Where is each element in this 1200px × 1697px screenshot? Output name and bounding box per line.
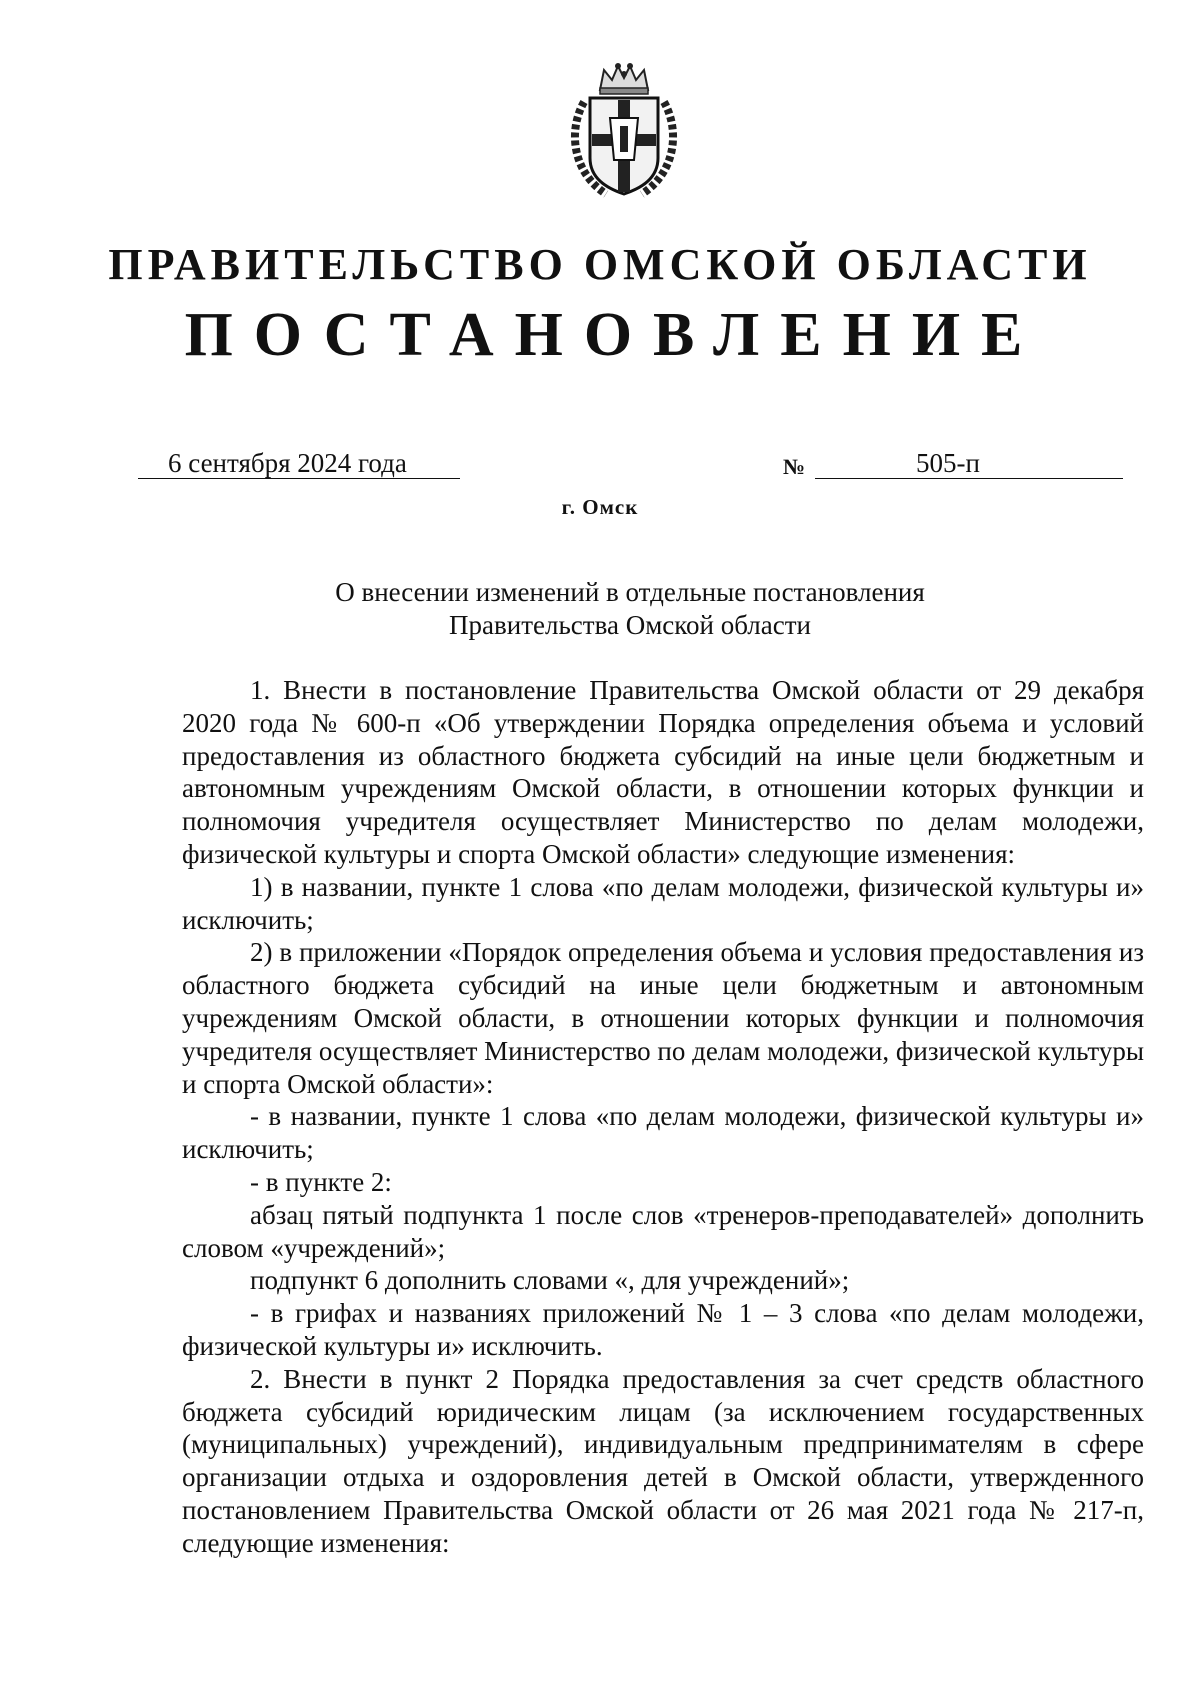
paragraph-1-item-1: 1) в названии, пункте 1 слова «по делам молодежи, физической культуры и» исключить;: [182, 871, 1144, 935]
authority-title: ПРАВИТЕЛЬСТВО ОМСКОЙ ОБЛАСТИ: [108, 240, 1092, 289]
document-body: [182, 674, 1144, 1560]
document-subject: [330, 576, 930, 642]
paragraph-sub-title: - в названии, пункте 1 слова «по делам молодежи, физической культуры и» исключить;: [182, 1101, 1144, 1165]
number-sign: №: [783, 454, 806, 479]
paragraph-1: 1. Внести в постановление Правительства Омской области от 29 декабря 2020 года № 600-п «Об утверждении Порядка определения объема и условий предоставления из областного бюджета субсидий на иные цели бюджетным и автономным учреждениям Омской области, в отношении которых функции и полномочия учредителя осуществляет Министерство по делам молодежи, физической культуры и спорта Омской области» следующие изменения:: [182, 675, 1144, 869]
paragraph-sub-abzac: абзац пятый подпункта 1 после слов «тренеров-преподавателей» дополнить словом «учреждений»;: [182, 1199, 1144, 1263]
city-label: г. Омск: [561, 495, 639, 519]
document-number: 505-п: [916, 448, 980, 478]
omsk-coat-of-arms-icon: [566, 60, 682, 200]
paragraph-sub-podpunkt-6: подпункт 6 дополнить словами «, для учреждений»;: [250, 1265, 850, 1296]
paragraph-sub-point-2: - в пункте 2:: [250, 1166, 392, 1197]
paragraph-sub-grify: - в грифах и названиях приложений № 1 – 3 слова «по делам молодежи, физической культуры и» исключить.: [182, 1298, 1144, 1361]
paragraph-1-item-2: 2) в приложении «Порядок определения объема и условия предоставления из областного бюджета субсидий на иные цели бюджетным и автономным учреждениям Омской области, в отношении которых функции и полномочия учредителя осуществляет Министерство по делам молодежи, физической культуры и спорта Омской области»:: [182, 937, 1144, 1099]
subject-line-1: О внесении изменений в отдельные постановления: [335, 577, 925, 607]
document-date: 6 сентября 2024 года: [168, 448, 407, 478]
paragraph-2: 2. Внести в пункт 2 Порядка предоставления за счет средств областного бюджета субсидий юридическим лицам (за исключением государственных (муниципальных) учреждений), индивидуальным предпринимателям в сфере организации отдыха и оздоровления детей в Омской области, утвержденного постановлением Правительства Омской области от 26 мая 2021 года № 217-п, следующие изменения:: [182, 1363, 1144, 1558]
document-type-title: ПОСТАНОВЛЕНИЕ: [184, 301, 1044, 369]
subject-line-2: Правительства Омской области: [449, 610, 811, 640]
